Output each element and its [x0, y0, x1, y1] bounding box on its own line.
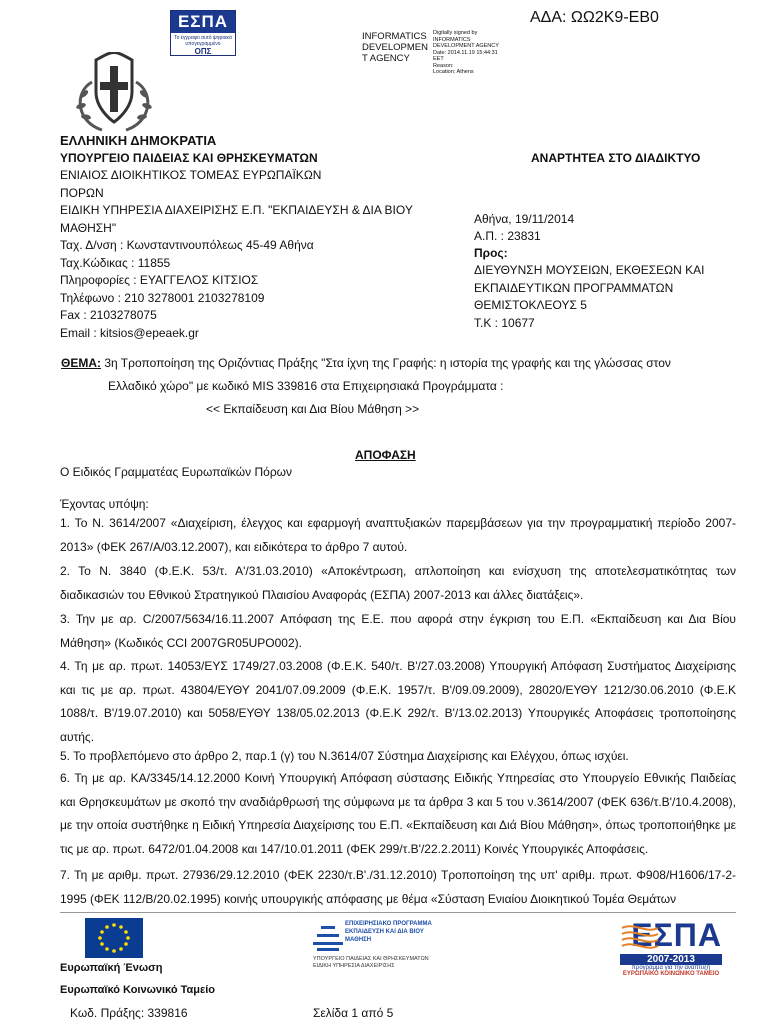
signature-details [433, 30, 523, 76]
decision-issuer: Ο Ειδικός Γραμματέας Ευρωπαϊκών Πόρων [60, 465, 293, 479]
sender-line: ΕΝΙΑΙΟΣ ΔΙΟΙΚΗΤΙΚΟΣ ΤΟΜΕΑΣ ΕΥΡΩΠΑΪΚΩΝ [60, 168, 322, 182]
footer-page-number: Σελίδα 1 από 5 [313, 1006, 394, 1020]
consideration-item: 5. Το προβλεπόμενο στο άρθρο 2, παρ.1 (γ) του Ν.3614/07 Σύστημα Διαχείρισης και Ελέγχου, όπως ισχύει. [60, 749, 629, 763]
recipient-line: ΔΙΕΥΘΥΝΣΗ ΜΟΥΣΕΙΩΝ, ΕΚΘΕΣΕΩΝ ΚΑΙ [474, 263, 705, 277]
sender-line: Ταχ.Κώδικας : 11855 [60, 255, 171, 270]
sender-line: Ταχ. Δ/νση : Κωνσταντινουπόλεως 45-49 Αθήνα [60, 238, 314, 252]
footer-divider [60, 912, 736, 913]
consideration-item: 4. Τη με αρ. πρωτ. 14053/ΕΥΣ 1749/27.03.2008 (Φ.Ε.Κ. 540/τ. Β'/27.03.2008) Υπουργική Απόφαση Συστήματος Διαχείρισης και τις με αρ. πρωτ. 43804/ΕΥΘΥ 2041/07.09.2009 (Φ.Ε.Κ. 1957/τ. Β'/09.09.2009), 28020/ΕΥΘΥ 1212/30.06.2010 (Φ.Ε.Κ 1088/τ. Β'/19.07.2010) και 5058/ΕΥΘΥ 138/05.02.2013 (Φ.Ε.Κ 292/τ. Β'/13.02.2013) Υπουργικές Αποφάσεις τροποποίησης αυτής. [60, 659, 736, 744]
consideration-item: 1. Το Ν. 3614/2007 «Διαχείριση, έλεγχος και εφαρμογή αναπτυξιακών παρεμβάσεων για την προγραμματική περίοδο 2007-2013» (ΦΕΚ 267/Α/03.12.2007), και ειδικότερα το άρθρο 7 αυτού. [60, 516, 736, 554]
espa-bottom-title: ΕΣΠΑ [631, 917, 722, 953]
signature-name-line: T AGENCY [362, 53, 410, 64]
espa-logo-org: ΟΠΣ [194, 47, 212, 56]
espa-logo-slogan: Το έγγραφο αυτό ψηφιακά υπογεγραμμένο [174, 35, 232, 47]
epp-logo [313, 920, 438, 980]
subject-label: ΘΕΜΑ: [61, 356, 101, 370]
sender-line: Email : kitsios@epeaek.gr [60, 325, 199, 340]
decision-intro: Έχοντας υπόψη: [60, 497, 149, 511]
sender-line: Πληροφορίες : ΕΥΑΓΓΕΛΟΣ ΚΙΤΣΙΟΣ [60, 273, 259, 287]
consideration-item: 3. Την με αρ. C/2007/5634/16.11.2007 Απόφαση της Ε.Ε. που αφορά στην έγκριση του Ε.Π. «Εκπαίδευση και Δια Βίου Μάθηση» (Κωδικός CCI 2007GR05UPO002). [60, 612, 736, 650]
sender-line: ΕΙΔΙΚΗ ΥΠΗΡΕΣΙΑ ΔΙΑΧΕΙΡΙΣΗΣ Ε.Π. "ΕΚΠΑΙΔΕΥΣΗ & ΔΙΑ ΒΙΟΥ [60, 203, 413, 217]
document-date: Αθήνα, 19/11/2014 [474, 212, 575, 226]
subject-line-1 [61, 352, 671, 375]
epp-logo-title: ΕΠΙΧΕΙΡΗΣΙΑΚΟ ΠΡΟΓΡΑΜΜΑ ΕΚΠΑΙΔΕΥΣΗ ΚΑΙ ΔΙΑ ΒΙΟΥ ΜΑΘΗΣΗ [345, 921, 432, 943]
protocol-number: Α.Π. : 23831 [474, 229, 541, 243]
espa-top-logo [170, 10, 236, 56]
consideration-item: 7. Τη με αριθμ. πρωτ. 27936/29.12.2010 (ΦΕΚ 2230/τ.Β'./31.12.2010) Τροποποίηση της υπ' αριθμ. πρωτ. Φ908/Η1606/17-2-1995 (ΦΕΚ 112/Β/20.02.1995) κοινής υπουργικής απόφασης με θέμα «Σύσταση Ενιαίου Διοικητικού Τομέα Θεμάτων [60, 868, 736, 906]
eu-flag-icon [85, 918, 143, 958]
consideration-item: 2. Το Ν. 3840 (Φ.Ε.Κ. 53/τ. Α'/31.03.2010) «Αποκέντρωση, απλοποίηση και ενίσχυση της αποτελεσματικότητας των διαδικασιών του Εθνικού Στρατηγικού Πλαισίου Αναφοράς (ΕΣΠΑ) 2007-2013 και άλλες διατάξεις». [60, 564, 736, 602]
espa-bottom-years: 2007-2013 [620, 954, 722, 965]
espa-bottom-fund: ΕΥΡΩΠΑΪΚΟ ΚΟΙΝΩΝΙΚΟ ΤΑΜΕΙΟ [622, 971, 720, 977]
signature-detail-line: Digitally signed by [433, 30, 478, 36]
signature-detail-line: EET [433, 56, 444, 62]
espa-bottom-logo [620, 918, 722, 988]
signature-detail-line: Reason: [433, 62, 454, 69]
espa-wave-icon [620, 920, 660, 954]
subject [61, 352, 671, 421]
espa-logo-title: ΕΣΠΑ [171, 11, 235, 33]
ada-code: ΑΔΑ: ΩΩ2Κ9-ΕΒ0 [530, 9, 659, 26]
recipient-line: ΘΕΜΙΣΤΟΚΛΕΟΥΣ 5 [474, 298, 587, 312]
footer-project-code: Κωδ. Πράξης: 339816 [70, 1006, 188, 1020]
epp-logo-icon [313, 924, 343, 954]
sender-line: Fax : 2103278075 [60, 308, 157, 322]
epp-logo-subtitle: ΥΠΟΥΡΓΕΙΟ ΠΑΙΔΕΙΑΣ ΚΑΙ ΘΡΗΣΚΕΥΜΑΤΩΝ ΕΙΔΙΚΗ ΥΠΗΡΕΣΙΑ ΔΙΑΧΕΙΡΙΣΗΣ [313, 956, 429, 969]
signature-detail-line: Location: Athens [433, 69, 474, 75]
republic-title: ΕΛΛΗΝΙΚΗ ΔΗΜΟΚΡΑΤΙΑ [60, 133, 217, 148]
recipient-address [474, 262, 754, 332]
signature-name [362, 31, 432, 64]
ministry-title: ΥΠΟΥΡΓΕΙΟ ΠΑΙΔΕΙΑΣ ΚΑΙ ΘΡΗΣΚΕΥΜΑΤΩΝ [60, 151, 318, 165]
signature-detail-line: Date: 2014.11.19 15:44:31 [433, 49, 498, 56]
sender-line: Τηλέφωνο : 210 3278001 2103278109 [60, 290, 265, 305]
signature-detail-line: INFORMATICS [433, 36, 471, 43]
recipient-line: ΕΚΠΑΙΔΕΥΤΙΚΩΝ ΠΡΟΓΡΑΜΜΑΤΩΝ [474, 280, 674, 295]
footer-eu: Ευρωπαϊκή Ένωση [60, 962, 163, 974]
publish-note: ΑΝΑΡΤΗΤΕΑ ΣΤΟ ΔΙΑΔΙΚΤΥΟ [531, 151, 701, 165]
sender-line: ΠΟΡΩΝ [60, 185, 104, 200]
consideration-item: 6. Τη με αρ. ΚΑ/3345/14.12.2000 Κοινή Υπουργική Απόφαση σύστασης Ειδικής Υπηρεσίας στο Υπουργείο Εθνικής Παιδείας και Θρησκευμάτων με σκοπό την αναδιάρθρωσή της σύμφωνα με τα άρθρα 3 και 5 του ν.3614/2007 (ΦΕΚ 636/τ.Β'/10.4.2008), με την οποία συστήθηκε η Ειδική Υπηρεσία Διαχείρισης του Ε.Π. «Εκπαίδευση και Διά Βίου Μάθηση», όπως τροποποιήθηκε με τις με αρ. πρωτ. 6472/01.04.2008 και 147/10.01.2011 (ΦΕΚ 299/τ.Β'/22.2.2011) Κοινές Υπουργικές Αποφάσεις. [60, 771, 736, 856]
sender-line: ΜΑΘΗΣΗ" [60, 220, 117, 235]
subject-line-2: Ελλαδικό χώρο" με κωδικό MIS 339816 στα Επιχειρησιακά Προγράμματα : [108, 379, 504, 393]
espa-bottom-slogan: πρόγραμμα για την ανάπτυξη [631, 965, 711, 971]
sender-block [60, 167, 460, 342]
decision-heading: ΑΠΟΦΑΣΗ [355, 448, 416, 462]
subject-line-3: << Εκπαίδευση και Δια Βίου Μάθηση >> [206, 402, 420, 416]
signature-name-line: DEVELOPMEN [362, 42, 428, 53]
subject-text: 3η Τροποποίηση της Οριζόντιας Πράξης "Στα ίχνη της Γραφής: η ιστορία της γραφής και της γλώσσας στον [101, 356, 671, 370]
greek-emblem-icon [62, 52, 166, 132]
recipient-label: Προς: [474, 246, 508, 260]
footer-fund: Ευρωπαϊκό Κοινωνικό Ταμείο [60, 984, 215, 996]
recipient-line: Τ.Κ : 10677 [474, 315, 535, 330]
signature-name-line: INFORMATICS [362, 31, 427, 42]
signature-detail-line: DEVELOPMENT AGENCY [433, 43, 499, 49]
